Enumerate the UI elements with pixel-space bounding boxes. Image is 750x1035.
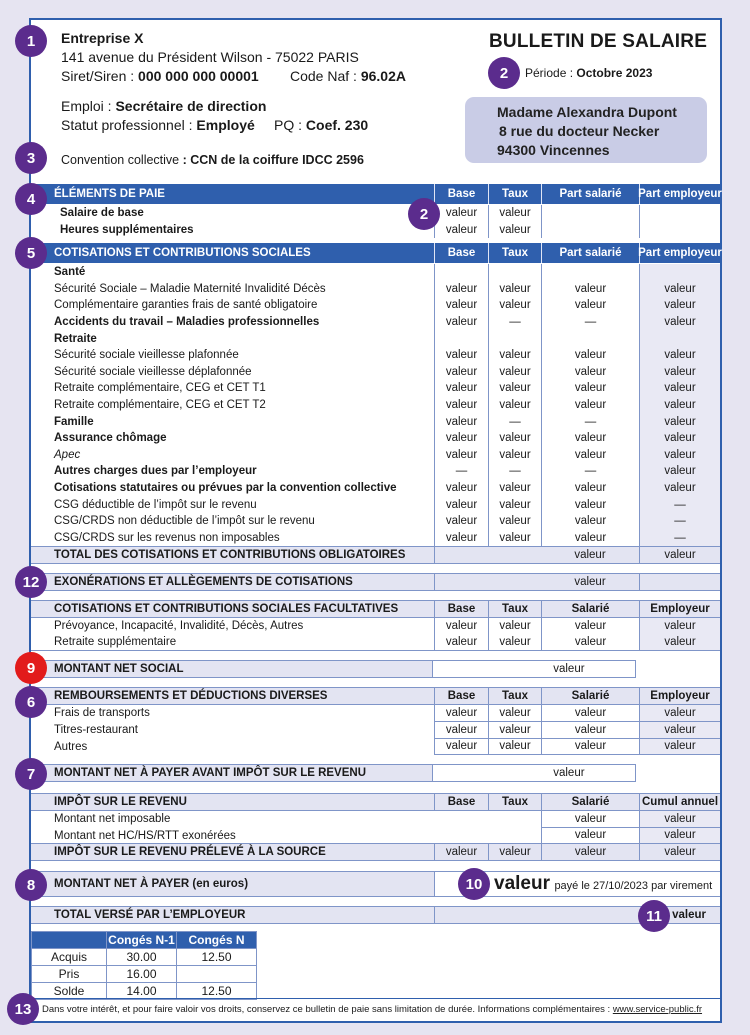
net-avant-impot-row — [31, 764, 636, 782]
impot-header — [31, 793, 720, 811]
col-salarie: Salarié — [541, 794, 639, 810]
taux-value: valeur — [488, 347, 541, 364]
total-employeur-label: TOTAL VERSÉ PAR L’EMPLOYEUR — [54, 909, 246, 921]
impot-row — [31, 811, 720, 828]
cotisation-row — [31, 297, 720, 314]
salarie-value: valeur — [541, 347, 639, 364]
cotisation-row — [31, 447, 720, 464]
conges-n1-value: 16.00 — [107, 966, 177, 983]
conges-row-label: Solde — [32, 983, 107, 1000]
taux-value: valeur — [488, 281, 541, 298]
cotisation-row — [31, 413, 720, 430]
employeur-value: valeur — [639, 705, 720, 722]
base-value — [434, 330, 488, 347]
col-base: Base — [434, 601, 488, 617]
row-label: Complémentaire garanties frais de santé obligatoire — [54, 299, 318, 312]
company-address: 141 avenue du Président Wilson - 75022 PARIS — [61, 49, 359, 65]
row-label: Frais de transports — [54, 707, 150, 720]
salarie-value: valeur — [541, 828, 639, 845]
base-value: valeur — [434, 364, 488, 381]
row-label: Heures supplémentaires — [60, 223, 194, 236]
cotisation-row — [31, 264, 720, 281]
taux-value: valeur — [488, 530, 541, 547]
impot-title: IMPÔT SUR LE REVENU — [54, 796, 187, 808]
emploi-line — [61, 97, 266, 115]
badge-6: 6 — [15, 686, 47, 718]
convention-line — [61, 151, 364, 169]
employeur-value: valeur — [639, 347, 720, 364]
impot-source-row — [31, 843, 720, 861]
row-label: CSG déductible de l’impôt sur le revenu — [54, 498, 257, 511]
taux-value: — — [488, 463, 541, 480]
conges-header-n: Congés N — [177, 932, 257, 949]
taux-value: valeur — [488, 397, 541, 414]
cotisation-row — [31, 496, 720, 513]
salarie-value: — — [541, 463, 639, 480]
exonerations-label: EXONÉRATIONS ET ALLÈGEMENTS DE COTISATIONS — [54, 576, 353, 588]
company-name: Entreprise X — [61, 30, 144, 46]
total-label: TOTAL DES COTISATIONS ET CONTRIBUTIONS OBLIGATOIRES — [54, 549, 406, 561]
cotisation-row — [31, 430, 720, 447]
salarie-value: valeur — [541, 496, 639, 513]
base-value: valeur — [434, 618, 488, 635]
document-title: BULLETIN DE SALAIRE — [489, 31, 708, 52]
col-base: Base — [434, 243, 488, 263]
base-value: valeur — [434, 530, 488, 547]
employeur-value: valeur — [639, 314, 720, 331]
employeur-value — [639, 330, 720, 347]
badge-12: 12 — [15, 566, 47, 598]
row-label: Retraite complémentaire, CEG et CET T2 — [54, 399, 266, 412]
badge-5: 5 — [15, 237, 47, 269]
net-avant-impot-value: valeur — [432, 765, 636, 781]
convention-value: : CCN de la coiffure IDCC 2596 — [182, 153, 364, 167]
siret-value: 000 000 000 00001 — [138, 68, 259, 84]
period-value: Octobre 2023 — [576, 66, 653, 80]
taux-value: valeur — [488, 618, 541, 635]
col-cumul-annuel: Cumul annuel — [639, 794, 720, 810]
net-social-value: valeur — [432, 661, 636, 677]
footer-text — [42, 1004, 702, 1015]
taux-value: — — [488, 314, 541, 331]
employeur-value: — — [639, 496, 720, 513]
siret-label: Siret/Siren : — [61, 68, 139, 84]
cotisation-row — [31, 281, 720, 298]
cotisation-row — [31, 347, 720, 364]
row-label: Montant net HC/HS/RTT exonérées — [54, 829, 236, 842]
cotisations-header — [31, 243, 720, 263]
facultative-row — [31, 618, 720, 635]
row-label: Famille — [54, 415, 94, 428]
row-label: Prévoyance, Incapacité, Invalidité, Décès, Autres — [54, 620, 304, 633]
elements-paie-row — [31, 205, 720, 222]
base-value: valeur — [434, 413, 488, 430]
employee-address-box — [465, 97, 707, 163]
employeur-value: valeur — [639, 380, 720, 397]
emploi-value: Secrétaire de direction — [115, 98, 267, 114]
impot-source-salarie: valeur — [541, 844, 639, 860]
base-value: — — [434, 463, 488, 480]
net-a-payer-value: valeur — [494, 873, 550, 894]
row-label: Autres charges dues par l’employeur — [54, 465, 257, 478]
row-label: Accidents du travail – Maladies professionnelles — [54, 316, 320, 329]
remboursement-row — [31, 739, 720, 756]
net-social-row — [31, 660, 636, 678]
employeur-value: valeur — [639, 739, 720, 756]
taux-value: valeur — [488, 739, 541, 756]
conges-row — [32, 983, 257, 1000]
taux-value: valeur — [488, 364, 541, 381]
siret-line — [61, 67, 259, 85]
net-social-label: MONTANT NET SOCIAL — [54, 663, 184, 675]
net-a-payer-label: MONTANT NET À PAYER (en euros) — [54, 878, 249, 890]
salarie-value: valeur — [541, 739, 639, 756]
taux-value: valeur — [488, 447, 541, 464]
base-value: valeur — [434, 722, 488, 739]
taux-value — [488, 264, 541, 281]
salarie-value: valeur — [541, 635, 639, 651]
employeur-value: valeur — [639, 480, 720, 497]
col-salarie: Salarié — [541, 601, 639, 617]
row-label: Sécurité Sociale – Maladie Maternité Invalidité Décès — [54, 282, 326, 295]
cotisation-row — [31, 463, 720, 480]
employeur-value: valeur — [639, 413, 720, 430]
taux-value: — — [488, 413, 541, 430]
col-part-employeur: Part employeur — [639, 243, 720, 263]
total-employeur: valeur — [639, 547, 720, 563]
net-a-payer-value-line — [494, 873, 712, 895]
taux-value: valeur — [488, 513, 541, 530]
base-value: valeur — [434, 347, 488, 364]
row-label: Montant net imposable — [54, 813, 171, 826]
statut-line — [61, 116, 255, 134]
statut-label: Statut professionnel : — [61, 117, 197, 133]
base-value: valeur — [434, 513, 488, 530]
elements-paie-title: ÉLÉMENTS DE PAIE — [54, 188, 165, 200]
col-part-employeur: Part employeur — [639, 184, 720, 204]
payment-note: payé le 27/10/2023 par virement — [554, 880, 713, 892]
base-value: valeur — [434, 480, 488, 497]
col-part-salarie: Part salarié — [541, 184, 639, 204]
conges-n-value: 12.50 — [177, 949, 257, 966]
cotisation-row — [31, 330, 720, 347]
taux-value: valeur — [488, 496, 541, 513]
employeur-value: — — [639, 513, 720, 530]
badge-7: 7 — [15, 758, 47, 790]
cotisation-row — [31, 380, 720, 397]
period-line — [525, 64, 652, 82]
base-value: valeur — [434, 281, 488, 298]
base-value: valeur — [434, 739, 488, 756]
impot-row — [31, 828, 720, 845]
row-label: CSG/CRDS non déductible de l’impôt sur le revenu — [54, 515, 315, 528]
statut-value: Employé — [196, 117, 255, 133]
total-employeur-row — [31, 906, 720, 924]
cotisation-row — [31, 314, 720, 331]
badge-10: 10 — [458, 868, 490, 900]
salarie-value: valeur — [541, 281, 639, 298]
employee-name: Madame Alexandra Dupont — [497, 104, 677, 120]
facultative-row — [31, 635, 720, 652]
conges-row — [32, 966, 257, 983]
naf-line — [290, 67, 406, 85]
taux-value: valeur — [488, 297, 541, 314]
exonerations-value: valeur — [574, 576, 606, 588]
impot-source-cumul: valeur — [639, 844, 720, 860]
salarie-value: — — [541, 413, 639, 430]
col-base: Base — [434, 688, 488, 704]
remboursements-title: REMBOURSEMENTS ET DÉDUCTIONS DIVERSES — [54, 690, 328, 702]
conges-n-value — [177, 966, 257, 983]
row-label: Cotisations statutaires ou prévues par la convention collective — [54, 482, 397, 495]
salarie-value: — — [541, 314, 639, 331]
col-taux: Taux — [488, 794, 541, 810]
employeur-value: valeur — [639, 281, 720, 298]
impot-source-base: valeur — [434, 844, 488, 860]
salarie-value: valeur — [541, 380, 639, 397]
col-taux: Taux — [488, 601, 541, 617]
impot-source-label: IMPÔT SUR LE REVENU PRÉLEVÉ À LA SOURCE — [54, 846, 326, 858]
exonerations-row — [31, 573, 720, 591]
cotisations-title: COTISATIONS ET CONTRIBUTIONS SOCIALES — [54, 247, 311, 259]
cotisations-total-row — [31, 546, 720, 564]
employee-city: 94300 Vincennes — [497, 142, 610, 158]
base-value: valeur — [434, 430, 488, 447]
row-label: Titres-restaurant — [54, 724, 138, 737]
pq-value: Coef. 230 — [305, 117, 369, 133]
conges-header-row — [32, 932, 257, 949]
salarie-value — [541, 205, 639, 222]
facultatives-title: COTISATIONS ET CONTRIBUTIONS SOCIALES FACULTATIVES — [54, 603, 399, 615]
taux-value: valeur — [488, 380, 541, 397]
pq-label: PQ : — [274, 117, 306, 133]
badge-13: 13 — [7, 993, 39, 1025]
base-value: valeur — [434, 397, 488, 414]
employeur-value — [639, 205, 720, 222]
taux-value: valeur — [488, 430, 541, 447]
row-label: CSG/CRDS sur les revenus non imposables — [54, 531, 280, 544]
badge-1: 1 — [15, 25, 47, 57]
remboursements-header — [31, 687, 720, 705]
employeur-value: — — [639, 530, 720, 547]
row-label: Sécurité sociale vieillesse déplafonnée — [54, 365, 252, 378]
salarie-value — [541, 264, 639, 281]
net-avant-impot-label: MONTANT NET À PAYER AVANT IMPÔT SUR LE REVENU — [54, 767, 367, 779]
salarie-value: valeur — [541, 811, 639, 828]
taux-value — [488, 330, 541, 347]
cotisation-row — [31, 513, 720, 530]
employee-street: 8 rue du docteur Necker — [499, 123, 660, 139]
badge-8: 8 — [15, 869, 47, 901]
col-employeur: Employeur — [639, 688, 720, 704]
badge-2: 2 — [488, 57, 520, 89]
salarie-value: valeur — [541, 447, 639, 464]
conges-n1-value: 14.00 — [107, 983, 177, 1000]
row-label: Apec — [54, 448, 81, 461]
conges-n1-value: 30.00 — [107, 949, 177, 966]
row-label: Assurance chômage — [54, 432, 167, 445]
cumul-value: valeur — [639, 811, 720, 828]
employeur-value: valeur — [639, 463, 720, 480]
conges-row — [32, 949, 257, 966]
cotisation-row — [31, 397, 720, 414]
base-value: valeur — [434, 496, 488, 513]
impot-source-taux: valeur — [488, 844, 541, 860]
total-employeur-value: valeur — [434, 907, 720, 923]
base-value: valeur — [434, 222, 488, 239]
base-value: valeur — [434, 447, 488, 464]
row-label: Salaire de base — [60, 207, 144, 220]
salarie-value: valeur — [541, 397, 639, 414]
salarie-value: valeur — [541, 297, 639, 314]
salarie-value: valeur — [541, 430, 639, 447]
employeur-value: valeur — [639, 447, 720, 464]
base-value: valeur — [434, 705, 488, 722]
pq-line — [274, 116, 368, 134]
conges-n-value: 12.50 — [177, 983, 257, 1000]
footer-divider — [31, 998, 720, 999]
col-part-salarie: Part salarié — [541, 243, 639, 263]
col-employeur: Employeur — [639, 601, 720, 617]
footer-note: Dans votre intérêt, et pour faire valoir vos droits, conservez ce bulletin de paie sans limitation de durée. Informations complémentaires : — [42, 1004, 613, 1015]
salarie-value: valeur — [541, 513, 639, 530]
row-label: Retraite — [54, 332, 97, 345]
salarie-value: valeur — [541, 364, 639, 381]
convention-label: Convention collective — [61, 153, 183, 167]
col-base: Base — [434, 794, 488, 810]
salarie-value: valeur — [541, 618, 639, 635]
taux-value: valeur — [488, 705, 541, 722]
cotisation-row — [31, 530, 720, 547]
remboursement-row — [31, 722, 720, 739]
badge-3: 3 — [15, 142, 47, 174]
elements-paie-header — [31, 184, 720, 204]
conges-table — [31, 931, 257, 1000]
col-base: Base — [434, 184, 488, 204]
row-label: Autres — [54, 740, 88, 753]
period-label: Période : — [525, 66, 577, 80]
remboursement-row — [31, 705, 720, 722]
naf-label: Code Naf : — [290, 68, 361, 84]
row-label: Retraite supplémentaire — [54, 636, 177, 649]
conges-row-label: Pris — [32, 966, 107, 983]
badge-2b: 2 — [408, 198, 440, 230]
total-salarie: valeur — [574, 549, 606, 561]
employeur-value: valeur — [639, 635, 720, 651]
taux-value: valeur — [488, 205, 541, 222]
employeur-value: valeur — [639, 430, 720, 447]
cotisation-row — [31, 364, 720, 381]
base-value: valeur — [434, 205, 488, 222]
conges-row-label: Acquis — [32, 949, 107, 966]
taux-value: valeur — [488, 222, 541, 239]
emploi-label: Emploi : — [61, 98, 116, 114]
employeur-value: valeur — [639, 722, 720, 739]
base-value: valeur — [434, 635, 488, 651]
taux-value: valeur — [488, 635, 541, 651]
badge-4: 4 — [15, 183, 47, 215]
col-salarie: Salarié — [541, 688, 639, 704]
employeur-value: valeur — [639, 364, 720, 381]
base-value: valeur — [434, 380, 488, 397]
service-public-link[interactable]: www.service-public.fr — [612, 1004, 703, 1015]
base-value: valeur — [434, 297, 488, 314]
badge-9: 9 — [15, 652, 47, 684]
employeur-value: valeur — [639, 618, 720, 635]
naf-value: 96.02A — [360, 68, 406, 84]
facultatives-header — [31, 600, 720, 618]
col-taux: Taux — [488, 688, 541, 704]
cumul-value: valeur — [639, 828, 720, 845]
conges-header-n1: Congés N-1 — [108, 933, 175, 947]
col-taux: Taux — [488, 243, 541, 263]
salarie-value: valeur — [541, 705, 639, 722]
employeur-value: valeur — [639, 297, 720, 314]
employeur-value — [639, 264, 720, 281]
salarie-value — [541, 222, 639, 239]
base-value: valeur — [434, 314, 488, 331]
base-value — [434, 264, 488, 281]
employeur-value: valeur — [639, 397, 720, 414]
elements-paie-row — [31, 222, 720, 239]
salarie-value: valeur — [541, 722, 639, 739]
row-label: Santé — [54, 266, 86, 279]
row-label: Sécurité sociale vieillesse plafonnée — [54, 349, 239, 362]
conges-header-empty — [32, 932, 107, 949]
row-label: Retraite complémentaire, CEG et CET T1 — [54, 382, 266, 395]
taux-value: valeur — [488, 722, 541, 739]
badge-11: 11 — [638, 900, 670, 932]
col-taux: Taux — [488, 184, 541, 204]
salarie-value: valeur — [541, 480, 639, 497]
cotisation-row — [31, 480, 720, 497]
salarie-value: valeur — [541, 530, 639, 547]
salarie-value — [541, 330, 639, 347]
taux-value: valeur — [488, 480, 541, 497]
employeur-value — [639, 222, 720, 239]
